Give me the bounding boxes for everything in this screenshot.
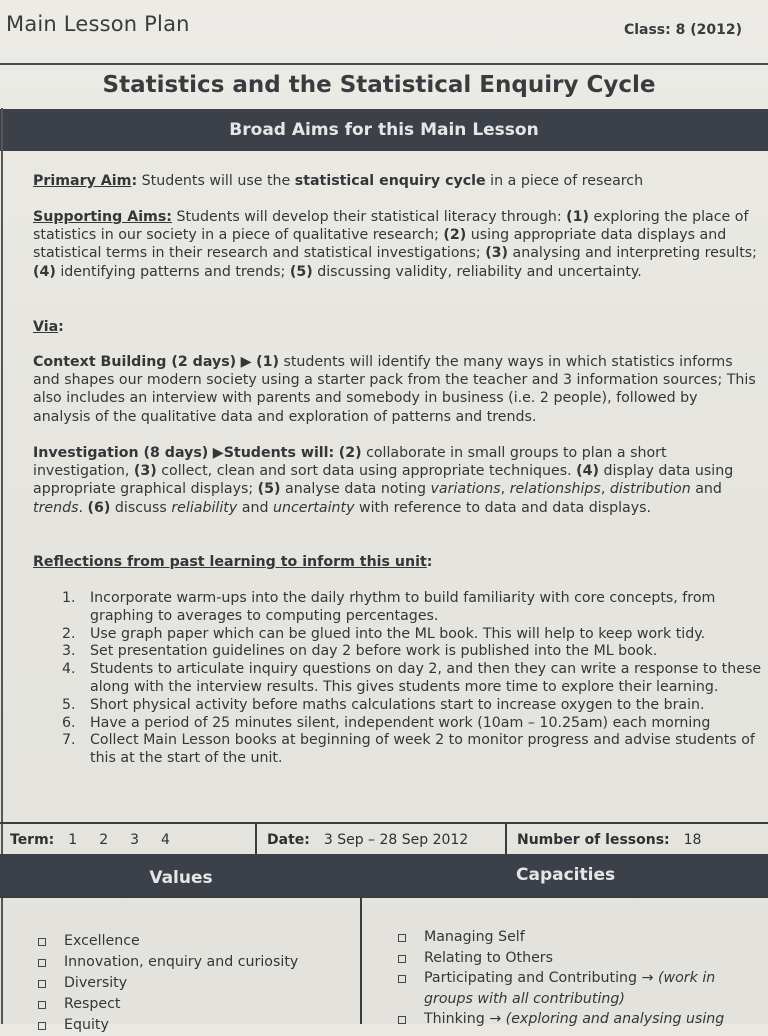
date-value: 3 Sep – 28 Sep 2012 — [323, 832, 469, 848]
list-item: 5. Short physical activity before maths calculations start to increase oxygen to the brain. — [62, 696, 705, 713]
term-date-lessons-row — [0, 822, 768, 856]
date-cell — [257, 824, 507, 856]
checkbox-icon — [38, 959, 46, 967]
header-divider — [0, 63, 768, 65]
reflections-list — [62, 590, 762, 768]
value-item-diversity[interactable]: Diversity — [38, 973, 298, 994]
checkbox-icon — [38, 1001, 46, 1009]
values-list — [38, 931, 298, 1036]
document-header — [0, 0, 768, 64]
list-item: 1. Incorporate warm-ups into the daily rhythm to build familiarity with core concepts, from graphing to averages to computing percentages. — [62, 590, 716, 624]
context-building-section: Context Building (2 days) ▶ (1) students will identify the many ways in which statistics informs and shapes our modern society using a starter pack from the teacher and 3 information sources; This also includes an interview with parents and somebody in business (i.e. 2 people), followed by analysis of the qualitative data and exploration of patterns and trends. — [33, 354, 756, 425]
investigation-label: Investigation (8 days) — [33, 445, 209, 461]
value-item-excellence[interactable]: Excellence — [38, 931, 298, 952]
capacity-item-thinking[interactable]: Thinking → (exploring and analysing using — [398, 1009, 758, 1030]
checkbox-icon — [398, 955, 406, 963]
capacity-item-participating[interactable]: Participating and Contributing → (work in groups with all contributing) — [398, 968, 758, 1009]
term-option-2: 2 — [99, 832, 109, 848]
list-item: 6. Have a period of 25 minutes silent, independent work (10am – 10.25am) each morning — [62, 714, 711, 731]
lesson-title: Statistics and the Statistical Enquiry Cycle — [102, 72, 656, 98]
checkbox-icon — [38, 980, 46, 988]
reflections-heading: Reflections from past learning to inform this unit: — [33, 554, 433, 570]
list-item: 4. Students to articulate inquiry questions on day 2, and then they can write a response to these along with the interview results. This gives students more time to explore their learning. — [62, 661, 762, 695]
capacity-note: → (work in groups with all contributing) — [424, 970, 716, 1007]
values-capacities-band — [0, 854, 768, 896]
term-option-4: 4 — [161, 832, 170, 848]
arrow-right-icon: ▶ — [208, 445, 224, 461]
primary-aim-key-term: statistical enquiry cycle — [294, 173, 486, 189]
capacities-heading: Capacities — [516, 865, 616, 885]
value-item-respect[interactable]: Respect — [38, 994, 298, 1015]
term-option-1: 1 — [68, 832, 78, 848]
date-label: Date: — [267, 832, 310, 848]
value-item-innovation[interactable]: Innovation, enquiry and curiosity — [38, 952, 298, 973]
values-capacities-table — [0, 896, 768, 1033]
list-item: 7. Collect Main Lesson books at beginning of week 2 to monitor progress and advise students of this at the start of the unit. — [62, 732, 755, 767]
supporting-aims-label: Supporting Aims: — [33, 209, 172, 225]
list-item: 3. Set presentation guidelines on day 2 before work is published into the ML book. — [62, 643, 658, 660]
list-item: 2. Use graph paper which can be glued into the ML book. This will help to keep work tidy. — [62, 625, 706, 642]
lessons-label: Number of lessons: — [517, 832, 670, 848]
class-label: Class: 8 (2012) — [623, 22, 742, 38]
term-label: Term: — [10, 832, 55, 848]
term-option-3: 3 — [130, 832, 140, 848]
checkbox-icon — [38, 938, 46, 946]
capacities-column — [362, 898, 768, 1027]
via-heading: Via: — [33, 319, 64, 335]
capacity-item-managing-self[interactable]: Managing Self — [398, 927, 758, 948]
investigation-section: Investigation (8 days) ▶Students will: (2) collaborate in small groups to plan a short investigation, (3) collect, clean and sort data using appropriate techniques. (4) display data using appropriate graphical displays; (5) analyse data noting variations, relationships, distribution and trends. (6) discuss reliability and uncertainty with reference to data and data displays. — [33, 445, 734, 516]
capacities-list — [398, 927, 758, 1030]
document-type-label: Main Lesson Plan — [6, 12, 190, 36]
capacity-item-relating-to-others[interactable]: Relating to Others — [398, 948, 758, 969]
primary-aim: Primary Aim: Students will use the statistical enquiry cycle in a piece of research — [33, 173, 644, 189]
arrow-right-icon: ▶ — [236, 354, 257, 370]
values-column — [0, 898, 362, 1033]
term-cell — [0, 824, 257, 856]
value-item-equity[interactable]: Equity — [38, 1015, 298, 1036]
checkbox-icon — [38, 1022, 46, 1030]
lessons-cell — [507, 824, 768, 856]
checkbox-icon — [398, 975, 406, 983]
primary-aim-label: Primary Aim — [33, 173, 132, 189]
context-building-label: Context Building (2 days) — [33, 354, 237, 370]
broad-aims-band: Broad Aims for this Main Lesson — [0, 109, 768, 151]
values-heading: Values — [149, 868, 213, 888]
lessons-value: 18 — [683, 832, 702, 848]
checkbox-icon — [398, 1016, 406, 1024]
supporting-aims: Supporting Aims: Students will develop their statistical literacy through: (1) exploring the place of statistics in our society in a piece of qualitative research; (2) using appropriate data displays and statistical terms in their research and statistical investigations; (3) analysing and interpreting results; (4) identifying patterns and trends; (5) discussing validity, reliability and uncertainty. — [33, 209, 757, 280]
checkbox-icon — [398, 934, 406, 942]
capacity-note: → (exploring and analysing using — [484, 1011, 725, 1027]
